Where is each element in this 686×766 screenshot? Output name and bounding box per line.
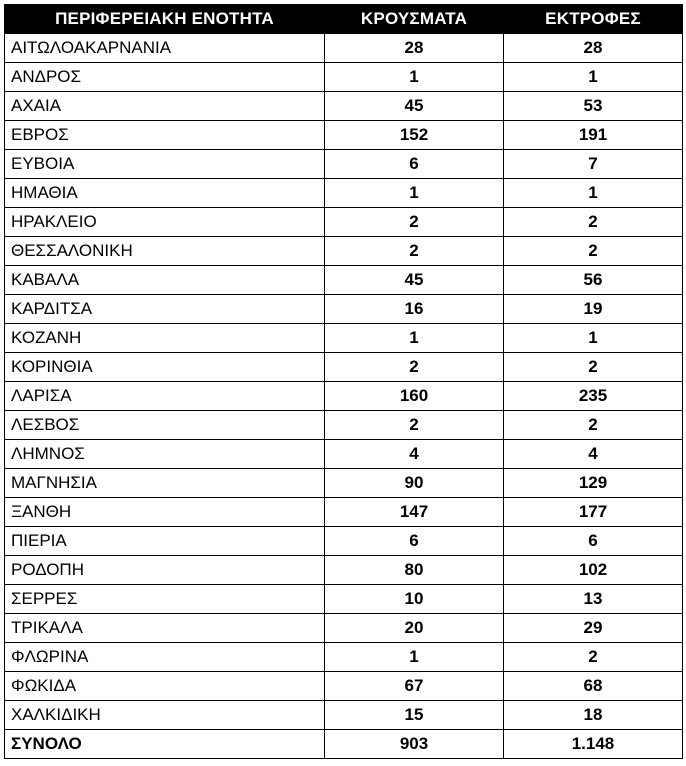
farms-cell: 53: [504, 92, 683, 121]
cases-cell: 10: [325, 585, 504, 614]
regional-cases-table-container: [4, 4, 682, 759]
table-body: [5, 34, 683, 759]
header-row: [5, 5, 683, 34]
cases-cell: 90: [325, 469, 504, 498]
table-row: [5, 614, 683, 643]
regional-unit-cell: ΑΝΔΡΟΣ: [5, 63, 325, 92]
cases-cell: 80: [325, 556, 504, 585]
cases-cell: 15: [325, 701, 504, 730]
cases-cell: 6: [325, 150, 504, 179]
table-row: [5, 411, 683, 440]
cases-cell: 2: [325, 353, 504, 382]
total-farms: 1.148: [504, 730, 683, 759]
regional-unit-cell: ΑΧΑΙΑ: [5, 92, 325, 121]
farms-cell: 177: [504, 498, 683, 527]
farms-cell: 1: [504, 179, 683, 208]
cases-cell: 2: [325, 237, 504, 266]
farms-cell: 7: [504, 150, 683, 179]
table-row: [5, 498, 683, 527]
cases-cell: 2: [325, 411, 504, 440]
table-row: [5, 63, 683, 92]
farms-cell: 29: [504, 614, 683, 643]
farms-cell: 2: [504, 353, 683, 382]
regional-unit-cell: ΗΡΑΚΛΕΙΟ: [5, 208, 325, 237]
regional-unit-cell: ΚΑΒΑΛΑ: [5, 266, 325, 295]
regional-unit-cell: ΤΡΙΚΑΛΑ: [5, 614, 325, 643]
cases-cell: 45: [325, 266, 504, 295]
regional-unit-cell: ΣΕΡΡΕΣ: [5, 585, 325, 614]
table-row: [5, 527, 683, 556]
cases-cell: 147: [325, 498, 504, 527]
regional-unit-cell: ΦΩΚΙΔΑ: [5, 672, 325, 701]
regional-unit-cell: ΜΑΓΝΗΣΙΑ: [5, 469, 325, 498]
regional-unit-cell: ΦΛΩΡΙΝΑ: [5, 643, 325, 672]
regional-unit-cell: ΘΕΣΣΑΛΟΝΙΚΗ: [5, 237, 325, 266]
farms-cell: 235: [504, 382, 683, 411]
cases-cell: 28: [325, 34, 504, 63]
regional-unit-cell: ΕΒΡΟΣ: [5, 121, 325, 150]
cases-cell: 2: [325, 208, 504, 237]
regional-unit-cell: ΗΜΑΘΙΑ: [5, 179, 325, 208]
regional-unit-cell: ΛΑΡΙΣΑ: [5, 382, 325, 411]
table-row: [5, 92, 683, 121]
farms-cell: 2: [504, 411, 683, 440]
cases-cell: 1: [325, 63, 504, 92]
table-row: [5, 672, 683, 701]
cases-cell: 1: [325, 643, 504, 672]
header-cases: ΚΡΟΥΣΜΑΤΑ: [325, 5, 504, 34]
regional-unit-cell: ΛΗΜΝΟΣ: [5, 440, 325, 469]
table-row: [5, 208, 683, 237]
regional-unit-cell: ΚΟΡΙΝΘΙΑ: [5, 353, 325, 382]
table-row: [5, 324, 683, 353]
table-row: [5, 440, 683, 469]
table-row: [5, 121, 683, 150]
farms-cell: 102: [504, 556, 683, 585]
farms-cell: 1: [504, 324, 683, 353]
farms-cell: 191: [504, 121, 683, 150]
farms-cell: 129: [504, 469, 683, 498]
regional-unit-cell: ΞΑΝΘΗ: [5, 498, 325, 527]
table-row: [5, 237, 683, 266]
cases-cell: 1: [325, 179, 504, 208]
regional-unit-cell: ΡΟΔΟΠΗ: [5, 556, 325, 585]
table-row: [5, 353, 683, 382]
table-row: [5, 295, 683, 324]
total-cases: 903: [325, 730, 504, 759]
cases-cell: 152: [325, 121, 504, 150]
cases-cell: 1: [325, 324, 504, 353]
farms-cell: 6: [504, 527, 683, 556]
regional-unit-cell: ΑΙΤΩΛΟΑΚΑΡΝΑΝΙΑ: [5, 34, 325, 63]
cases-cell: 4: [325, 440, 504, 469]
table-row: [5, 150, 683, 179]
farms-cell: 19: [504, 295, 683, 324]
table-row: [5, 701, 683, 730]
cases-cell: 20: [325, 614, 504, 643]
table-row: [5, 266, 683, 295]
table-row: [5, 469, 683, 498]
regional-cases-table: [4, 4, 683, 759]
farms-cell: 2: [504, 237, 683, 266]
header-farms: ΕΚΤΡΟΦΕΣ: [504, 5, 683, 34]
table-row: [5, 643, 683, 672]
table-row: [5, 179, 683, 208]
regional-unit-cell: ΚΟΖΑΝΗ: [5, 324, 325, 353]
cases-cell: 16: [325, 295, 504, 324]
farms-cell: 68: [504, 672, 683, 701]
header-regional-unit: ΠΕΡΙΦΕΡΕΙΑΚΗ ΕΝΟΤΗΤΑ: [5, 5, 325, 34]
regional-unit-cell: ΧΑΛΚΙΔΙΚΗ: [5, 701, 325, 730]
total-label: ΣΥΝΟΛΟ: [5, 730, 325, 759]
cases-cell: 45: [325, 92, 504, 121]
farms-cell: 18: [504, 701, 683, 730]
farms-cell: 13: [504, 585, 683, 614]
table-row: [5, 382, 683, 411]
cases-cell: 67: [325, 672, 504, 701]
regional-unit-cell: ΕΥΒΟΙΑ: [5, 150, 325, 179]
farms-cell: 56: [504, 266, 683, 295]
cases-cell: 6: [325, 527, 504, 556]
farms-cell: 2: [504, 208, 683, 237]
total-row: [5, 730, 683, 759]
farms-cell: 28: [504, 34, 683, 63]
regional-unit-cell: ΚΑΡΔΙΤΣΑ: [5, 295, 325, 324]
farms-cell: 4: [504, 440, 683, 469]
cases-cell: 160: [325, 382, 504, 411]
table-row: [5, 34, 683, 63]
regional-unit-cell: ΠΙΕΡΙΑ: [5, 527, 325, 556]
regional-unit-cell: ΛΕΣΒΟΣ: [5, 411, 325, 440]
table-row: [5, 556, 683, 585]
table-row: [5, 585, 683, 614]
farms-cell: 2: [504, 643, 683, 672]
farms-cell: 1: [504, 63, 683, 92]
